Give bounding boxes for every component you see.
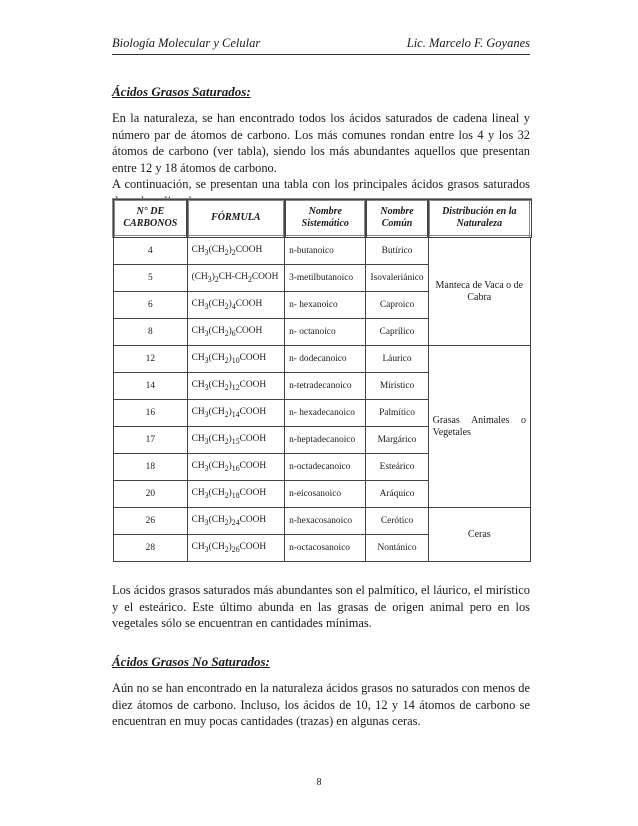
cell-systematic-name: n- octanoico (285, 319, 366, 346)
cell-common-name: Mirístico (366, 373, 428, 400)
cell-formula (187, 454, 284, 481)
table-row (114, 508, 531, 535)
cell-carbonos: 8 (114, 319, 188, 346)
cell-distribution: Manteca de Vaca o de Cabra (428, 237, 530, 346)
formula-text: $CH_3(CH_2)_{18}COOH$ (191, 487, 267, 500)
cell-systematic-name: n-butanoico (285, 237, 366, 265)
table-header-row (114, 200, 531, 237)
cell-formula (187, 481, 284, 508)
cell-distribution: Grasas Animales o Vegetales (428, 346, 530, 508)
header-systematic-name: Nombre Sistemático (285, 200, 366, 237)
cell-carbonos: 16 (114, 400, 188, 427)
intro-paragraph-1: En la naturaleza, se han encontrado todos los ácidos saturados de cadena lineal y número par de átomos de carbono. Los más comunes rondan entre los 4 y los 32 átomos de carbono (ver tabla), siendo los más abundantes aquellos que presentan entre 12 y 18 átomos de carbono. (112, 111, 530, 175)
cell-systematic-name: n- dodecanoico (285, 346, 366, 373)
cell-carbonos: 20 (114, 481, 188, 508)
formula-text: $(CH_3)_2CH-CH_2COOH$ (191, 271, 279, 284)
cell-systematic-name: 3-metilbutanoico (285, 265, 366, 292)
cell-formula (187, 237, 284, 265)
header-distribution: Distribución en la Naturaleza (428, 200, 530, 237)
header-carbonos: N° DE CARBONOS (114, 200, 188, 237)
cell-common-name: Caproico (366, 292, 428, 319)
cell-carbonos: 12 (114, 346, 188, 373)
header-common-name: Nombre Común (366, 200, 428, 237)
cell-carbonos: 26 (114, 508, 188, 535)
table-body (114, 237, 531, 562)
formula-text: $CH_3(CH_2)_{24}COOH$ (191, 514, 267, 527)
cell-formula (187, 535, 284, 562)
cell-systematic-name: n-heptadecanoico (285, 427, 366, 454)
cell-systematic-name: n-eicosanoico (285, 481, 366, 508)
cell-formula (187, 427, 284, 454)
formula-text: $CH_3(CH_2)_{14}COOH$ (191, 406, 267, 419)
cell-carbonos: 18 (114, 454, 188, 481)
cell-common-name: Cerótico (366, 508, 428, 535)
cell-formula (187, 400, 284, 427)
cell-systematic-name: n- hexadecanoico (285, 400, 366, 427)
cell-formula (187, 373, 284, 400)
cell-formula (187, 265, 284, 292)
cell-carbonos: 5 (114, 265, 188, 292)
cell-common-name: Nontánico (366, 535, 428, 562)
cell-carbonos: 6 (114, 292, 188, 319)
cell-systematic-name: n- hexanoico (285, 292, 366, 319)
cell-formula (187, 346, 284, 373)
cell-systematic-name: n-octadecanoico (285, 454, 366, 481)
section-title-saturated: Ácidos Grasos Saturados: (112, 84, 251, 99)
formula-text: $CH_3(CH_2)_{10}COOH$ (191, 352, 267, 365)
intro-paragraph-2: A continuación, se presentan una tabla con los principales ácidos grasos saturados (112, 177, 530, 191)
table-row (114, 346, 531, 373)
cell-common-name: Esteárico (366, 454, 428, 481)
section-title-unsaturated: Ácidos Grasos No Saturados: (112, 654, 270, 669)
cell-common-name: Láurico (366, 346, 428, 373)
formula-text: $CH_3(CH_2)_{15}COOH$ (191, 433, 267, 446)
formula-text: $CH_3(CH_2)_4COOH$ (191, 298, 263, 311)
formula-text: $CH_3(CH_2)_{16}COOH$ (191, 460, 267, 473)
page-header (112, 36, 530, 55)
cell-formula (187, 508, 284, 535)
formula-text: $CH_3(CH_2)_6COOH$ (191, 325, 263, 338)
page-number: 8 (316, 777, 322, 788)
intro-paragraphs (112, 110, 530, 209)
cell-common-name: Palmítico (366, 400, 428, 427)
cell-carbonos: 17 (114, 427, 188, 454)
cell-common-name: Butírico (366, 237, 428, 265)
cell-carbonos: 4 (114, 237, 188, 265)
cell-common-name: Aráquico (366, 481, 428, 508)
unsaturated-paragraph: Aún no se han encontrado en la naturaleza ácidos grasos no saturados con menos de diez átomos de carbono. Incluso, los ácidos de 10, 12 y 14 átomos de carbono se encuentran en muy pocas cantidades (trazas) en algunas ceras. (112, 681, 530, 728)
cell-common-name: Margárico (366, 427, 428, 454)
saturated-fatty-acids-table (112, 198, 532, 562)
cell-common-name: Caprílico (366, 319, 428, 346)
cell-formula (187, 319, 284, 346)
header-formula: FÓRMULA (187, 200, 284, 237)
header-author: Lic. Marcelo F. Goyanes (406, 36, 530, 50)
cell-carbonos: 28 (114, 535, 188, 562)
formula-text: $CH_3(CH_2)_{12}COOH$ (191, 379, 267, 392)
formula-text: $CH_3(CH_2)_{26}COOH$ (191, 541, 267, 554)
header-course-title: Biología Molecular y Celular (112, 36, 261, 50)
cell-formula (187, 292, 284, 319)
cell-common-name: Isovaleriánico (366, 265, 428, 292)
cell-distribution: Ceras (428, 508, 530, 562)
table-row (114, 237, 531, 265)
formula-text: $CH_3(CH_2)_2COOH$ (191, 244, 263, 257)
cell-systematic-name: n-octacosanoico (285, 535, 366, 562)
cell-carbonos: 14 (114, 373, 188, 400)
cell-systematic-name: n-hexacosanoico (285, 508, 366, 535)
paragraph-after-table: Los ácidos grasos saturados más abundantes son el palmítico, el láurico, el mirístico y el esteárico. Este último abunda en las grasas de origen animal pero en los vegetales sólo se encuentran en cantidades mínimas. (112, 583, 530, 630)
cell-systematic-name: n-tetradecanoico (285, 373, 366, 400)
